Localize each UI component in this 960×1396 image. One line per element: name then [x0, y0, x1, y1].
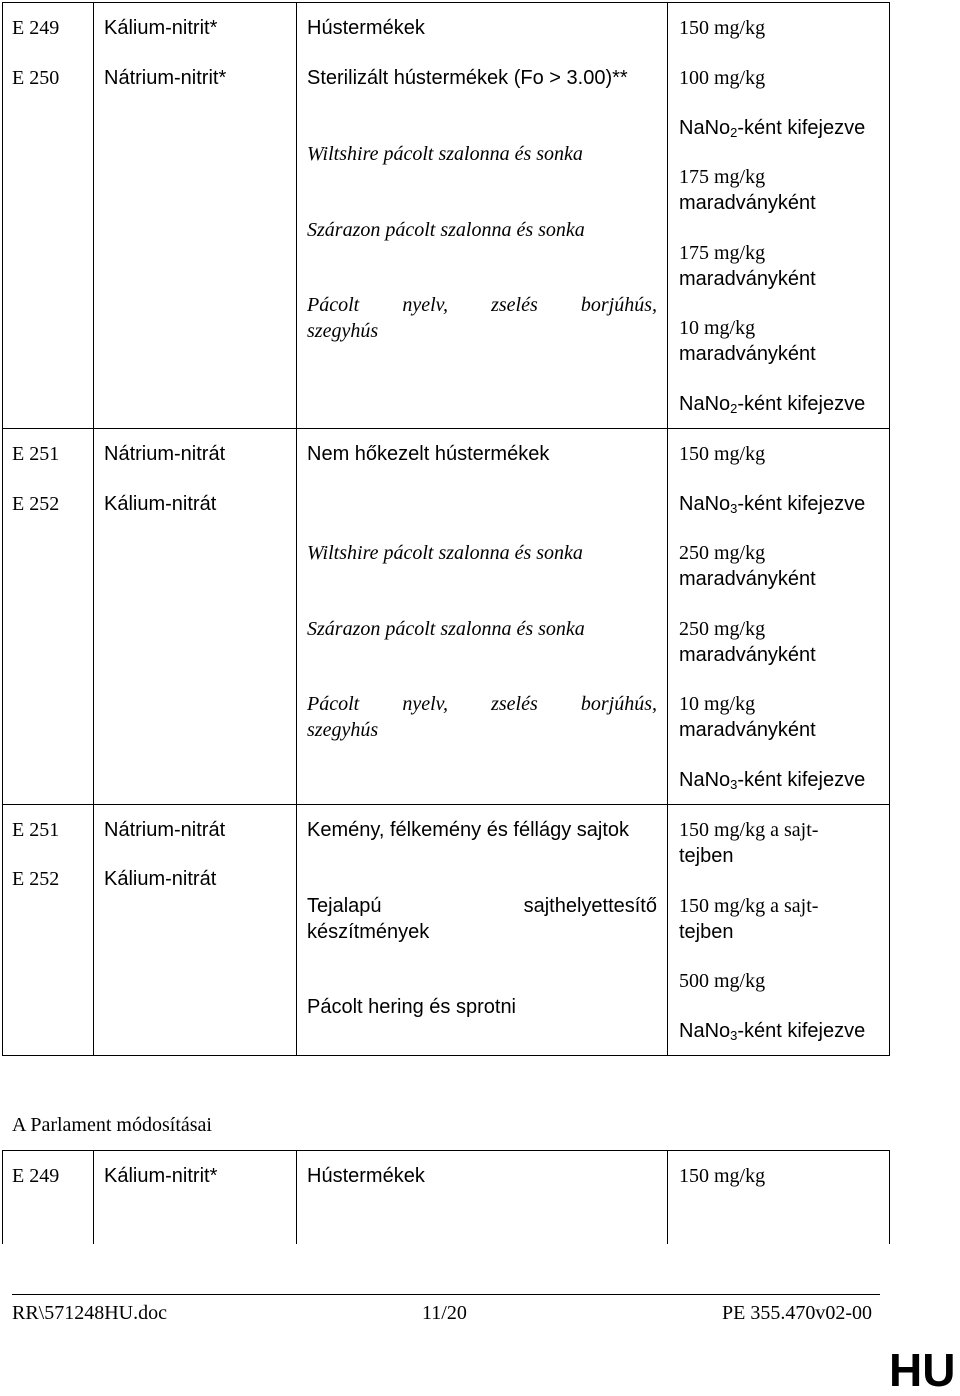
expression-nano2-2: NaNo$_2$-ként kifejezve	[679, 393, 866, 416]
cured-product-dry: Szárazon pácolt szalonna és sonka	[307, 219, 585, 241]
name-natrium-nitrit: Nátrium-nitrit*	[104, 67, 227, 89]
footer-page-number: 11/20	[422, 1302, 467, 1324]
amend-col-divider-3	[667, 1150, 668, 1244]
cured-value-3: 10 mg/kg	[679, 317, 756, 339]
product-cheese: Kemény, félkemény és féllágy sajtok	[307, 819, 630, 841]
amend-value: 150 mg/kg	[679, 1165, 766, 1187]
cured-product-dry-2: Szárazon pácolt szalonna és sonka	[307, 618, 585, 640]
name-kalium-nitrit: Kálium-nitrit*	[104, 17, 218, 39]
amend-col-divider-2	[296, 1150, 297, 1244]
code-e250: E 250	[12, 67, 60, 89]
name-natrium-nitrat-b: Nátrium-nitrát	[104, 819, 226, 841]
cured-note-6: maradványként	[679, 719, 816, 741]
footer-language: HU	[889, 1344, 956, 1396]
name-kalium-nitrat: Kálium-nitrát	[104, 493, 217, 515]
cured-product-wiltshire-2: Wiltshire pácolt szalonna és sonka	[307, 542, 583, 564]
cured-note-2: maradványként	[679, 268, 816, 290]
product-cheese-substitute: Tejalapú sajthelyettesítő	[307, 895, 657, 917]
code-e252-b: E 252	[12, 868, 60, 890]
table-border-top	[2, 2, 890, 3]
table-border-bottom	[2, 1055, 890, 1056]
amend-table-left	[2, 1150, 3, 1244]
footer-doc-name: RR\571248HU.doc	[12, 1302, 167, 1324]
product-herring: Pácolt hering és sprotni	[307, 996, 517, 1018]
amendments-heading: A Parlament módosításai	[12, 1114, 212, 1136]
name-natrium-nitrat: Nátrium-nitrát	[104, 443, 226, 465]
cured-product-tongue-cont-2: szegyhús	[307, 719, 379, 741]
value-100: 100 mg/kg	[679, 67, 766, 89]
cured-product-tongue-cont: szegyhús	[307, 320, 379, 342]
amend-table-right	[889, 1150, 890, 1244]
expression-nano2-1: NaNo$_2$-ként kifejezve	[679, 117, 866, 140]
footer-reference: PE 355.470v02-00	[722, 1302, 872, 1324]
code-e249: E 249	[12, 17, 60, 39]
table-border-left	[2, 2, 3, 1056]
expression-nano3-1: NaNo$_3$-ként kifejezve	[679, 493, 866, 516]
amend-col-divider-1	[93, 1150, 94, 1244]
footer-rule	[12, 1294, 880, 1295]
row-divider-1	[2, 428, 890, 429]
cured-value-6: 10 mg/kg	[679, 693, 756, 715]
cured-value-2: 175 mg/kg	[679, 242, 766, 264]
cured-product-wiltshire: Wiltshire pácolt szalonna és sonka	[307, 143, 583, 165]
column-divider-1	[93, 2, 94, 1056]
cured-note-5: maradványként	[679, 644, 816, 666]
cured-note-1: maradványként	[679, 192, 816, 214]
column-divider-3	[667, 2, 668, 1056]
name-kalium-nitrat-b: Kálium-nitrát	[104, 868, 217, 890]
cured-note-3: maradványként	[679, 343, 816, 365]
value-cheese-1-cont: tejben	[679, 845, 734, 867]
column-divider-2	[296, 2, 297, 1056]
cured-note-4: maradványként	[679, 568, 816, 590]
value-cheese-1: 150 mg/kg a sajt-	[679, 819, 819, 841]
product-non-heated: Nem hőkezelt hústermékek	[307, 443, 550, 465]
expression-nano3-3: NaNo$_3$-ként kifejezve	[679, 1020, 866, 1043]
value-cheese-2-cont: tejben	[679, 921, 734, 943]
cured-value-4: 250 mg/kg	[679, 542, 766, 564]
amend-code: E 249	[12, 1165, 60, 1187]
amend-table-top	[2, 1150, 890, 1151]
product-sterilized: Sterilizált hústermékek (Fo > 3.00)**	[307, 67, 628, 89]
product-cheese-substitute-cont: készítmények	[307, 921, 430, 943]
code-e251-b: E 251	[12, 819, 60, 841]
code-e252: E 252	[12, 493, 60, 515]
code-e251: E 251	[12, 443, 60, 465]
value-cheese-2: 150 mg/kg a sajt-	[679, 895, 819, 917]
cured-value-5: 250 mg/kg	[679, 618, 766, 640]
cured-value-1: 175 mg/kg	[679, 166, 766, 188]
row-divider-2	[2, 804, 890, 805]
table-border-right	[889, 2, 890, 1056]
expression-nano3-2: NaNo$_3$-ként kifejezve	[679, 769, 866, 792]
product-hustermekek: Hústermékek	[307, 17, 425, 39]
amend-product: Hústermékek	[307, 1165, 425, 1187]
value-150-nitrat: 150 mg/kg	[679, 443, 766, 465]
value-herring: 500 mg/kg	[679, 970, 766, 992]
amend-name: Kálium-nitrit*	[104, 1165, 218, 1187]
cured-product-tongue-2: Pácolt nyelv, zselés borjúhús,	[307, 693, 657, 715]
value-150: 150 mg/kg	[679, 17, 766, 39]
cured-product-tongue: Pácolt nyelv, zselés borjúhús,	[307, 294, 657, 316]
